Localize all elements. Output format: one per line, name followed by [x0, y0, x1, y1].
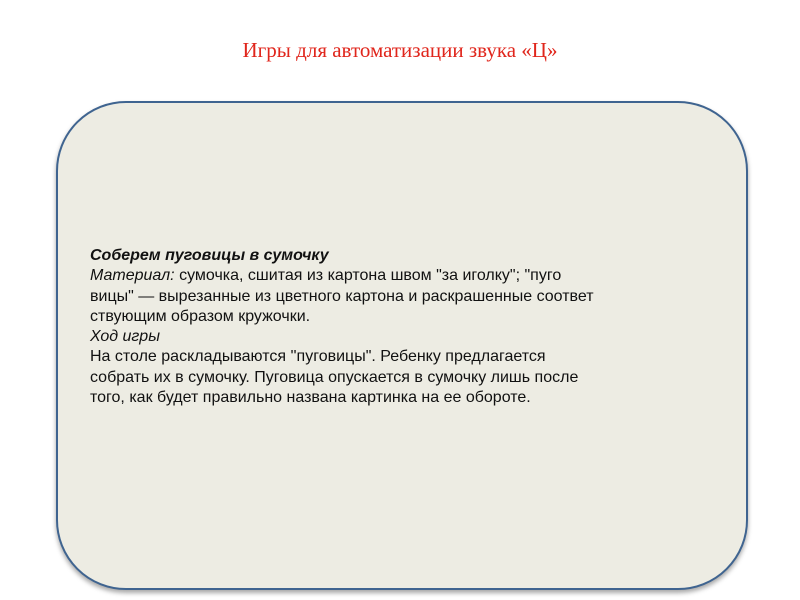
- game-heading: Соберем пуговицы в сумочку: [90, 247, 329, 264]
- material-line-2: вицы" — вырезанные из цветного картона и раскрашенные соответ: [90, 287, 594, 305]
- material-line-1: [90, 266, 690, 286]
- game-line-2: собрать их в сумочку. Пуговица опускается в сумочку лишь после: [90, 368, 579, 386]
- material-text-1: сумочка, сшитая из картона швом "за иголку"; "пуго: [174, 267, 562, 285]
- material-label: Материал:: [90, 267, 175, 285]
- game-line-3: того, как будет правильно названа картинка на ее обороте.: [90, 389, 531, 407]
- game-process-heading: Ход игры: [90, 328, 160, 346]
- slide-title: Игры для автоматизации звука «Ц»: [242, 38, 558, 62]
- material-line-3: ствующим образом кружочки.: [90, 307, 311, 325]
- game-description: [90, 246, 690, 408]
- game-line-1: На столе раскладываются ''пуговицы". Ребенку предлагается: [90, 348, 546, 366]
